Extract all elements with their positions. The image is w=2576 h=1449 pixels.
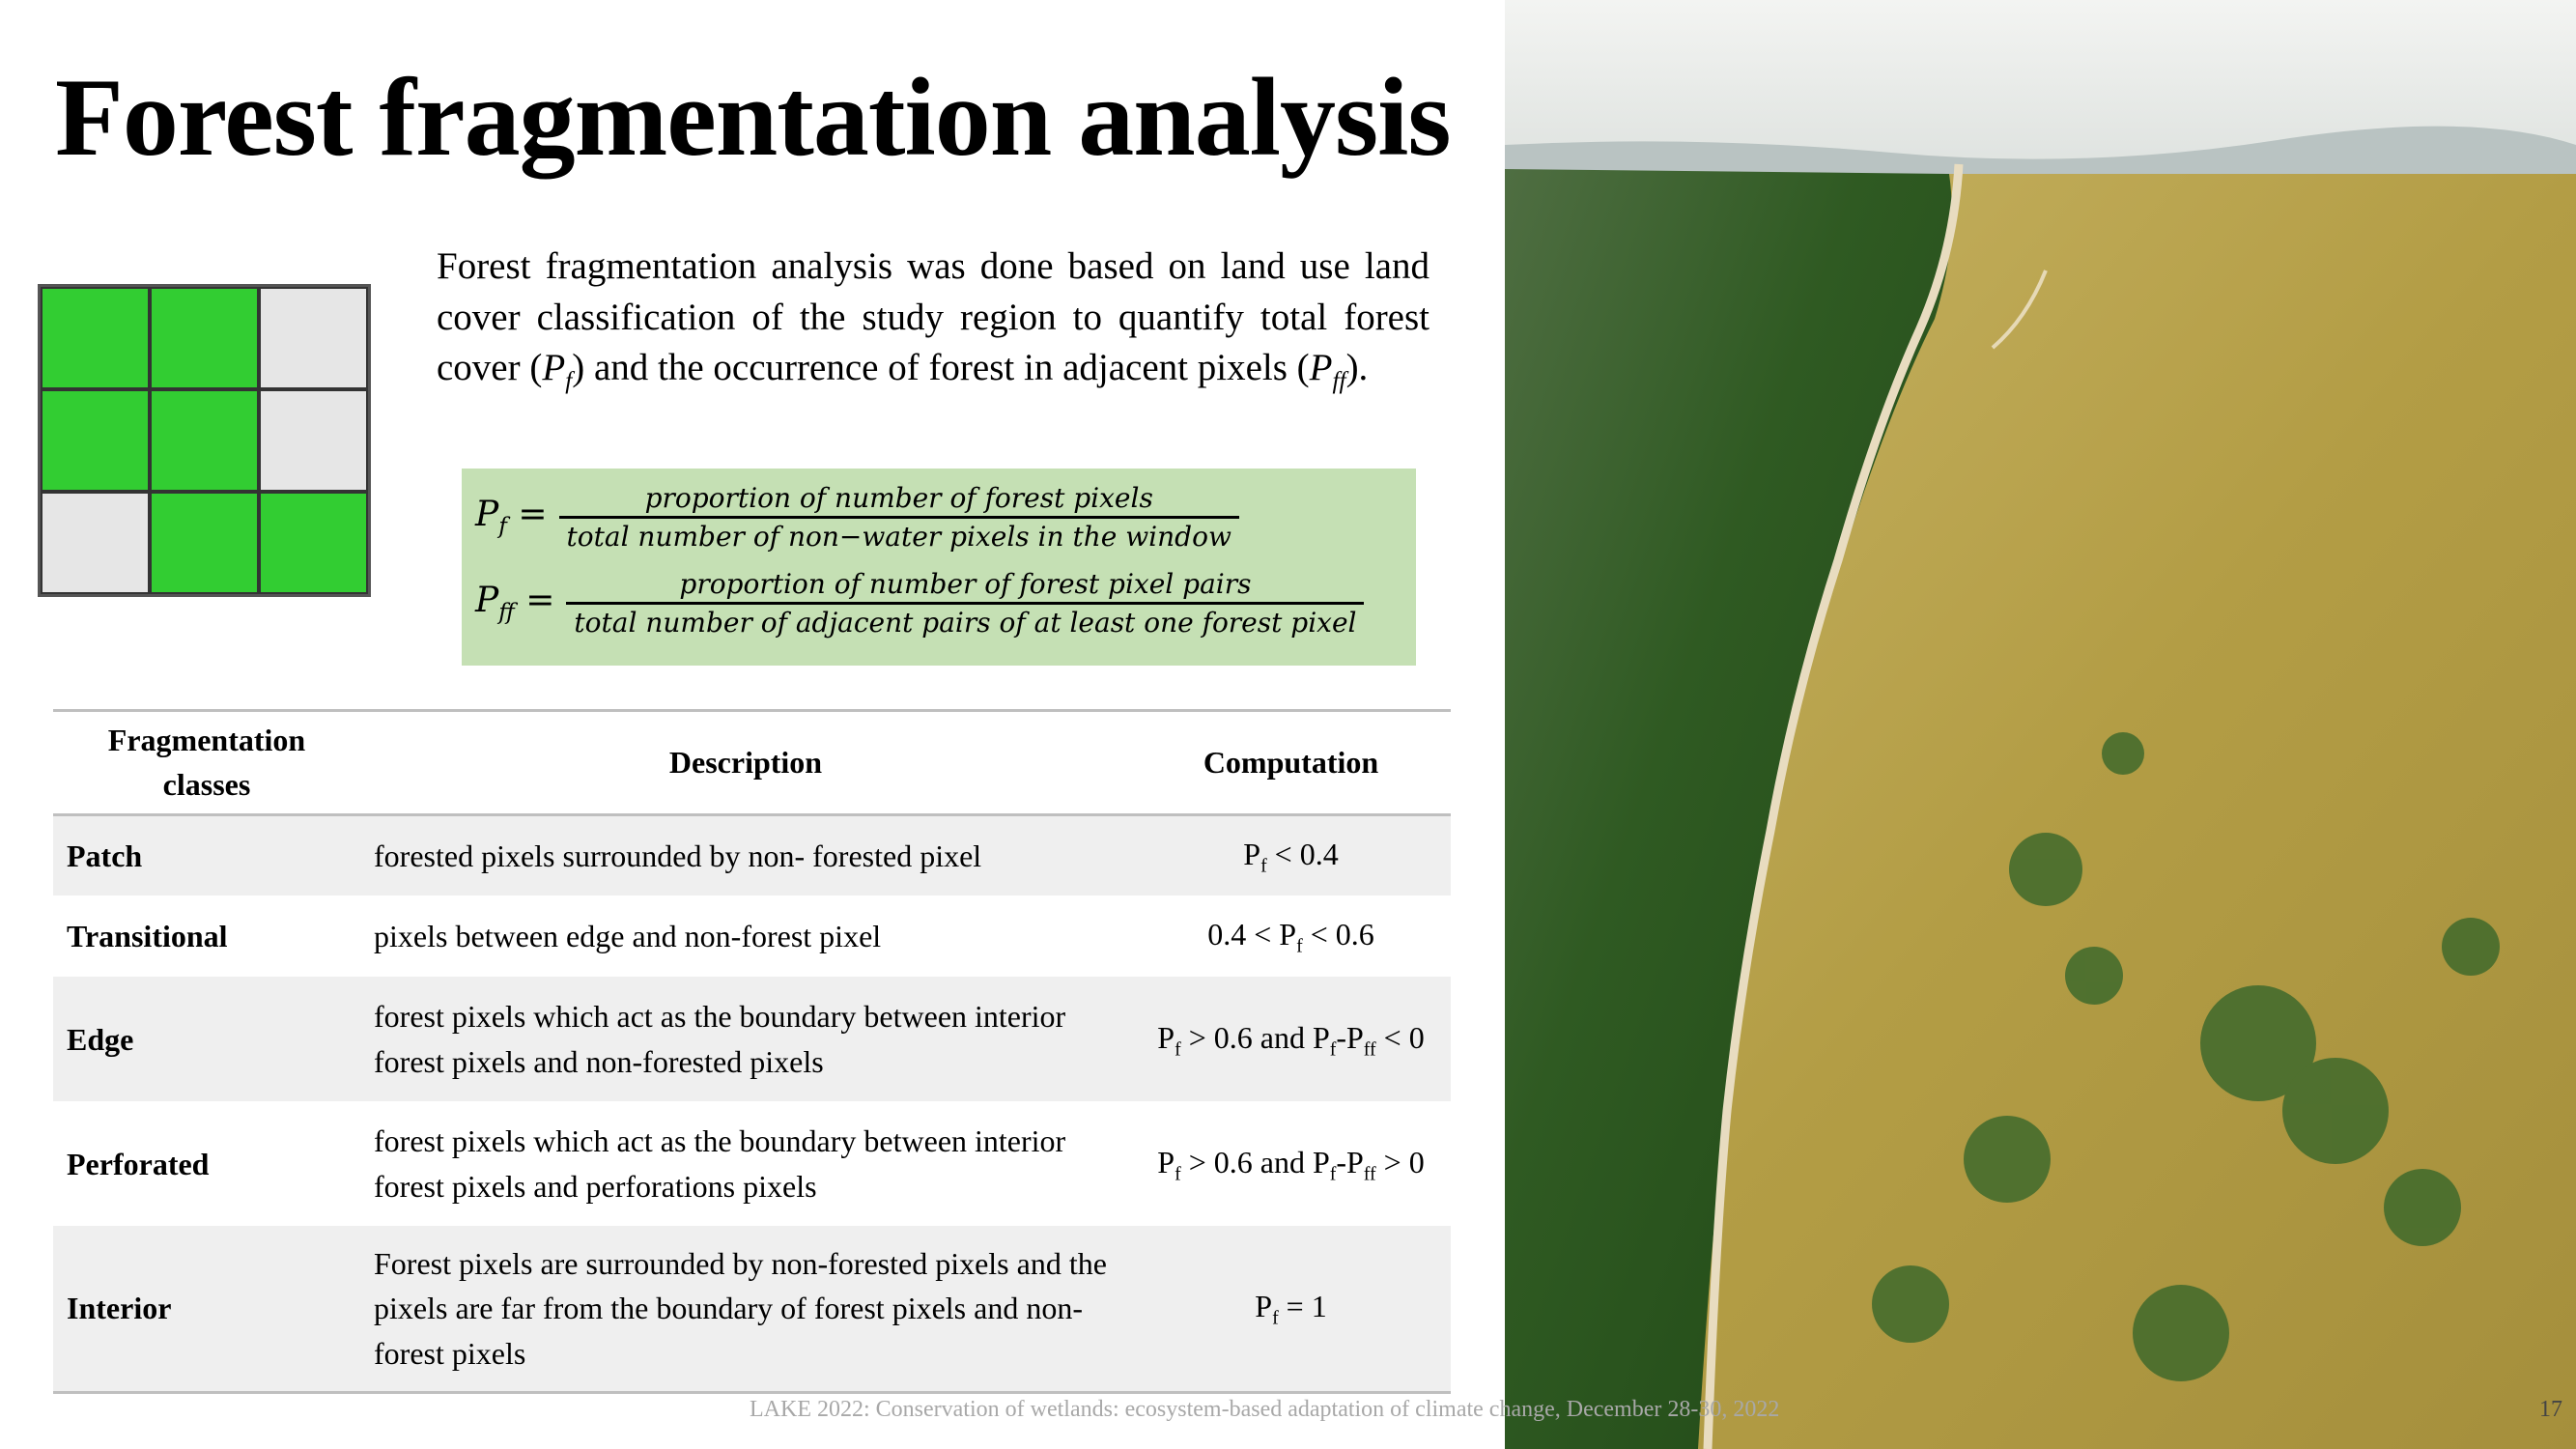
grid-cell xyxy=(259,389,368,492)
intro-paragraph: Forest fragmentation analysis was done based on land use land cover classification of the study region to quantify total forest cover $(P_f)$ and the occurrence of forest in adjacent pixels $(P_{ff})$. xyxy=(437,245,1430,395)
pf-symbol: $P_f$ xyxy=(542,347,573,395)
table-row: Interior Forest pixels are surrounded by non-forested pixels and the pixels are far from the boundary of forest pixels and non-forest pixels $P_f = 1$ xyxy=(53,1226,1451,1392)
pf-denominator: total number of non−water pixels in the window xyxy=(559,516,1239,553)
grid-cell xyxy=(41,492,150,594)
grid-cell xyxy=(41,389,150,492)
page-number: 17 xyxy=(2539,1397,2562,1422)
formula-box xyxy=(462,469,1416,666)
footer-text: LAKE 2022: Conservation of wetlands: ecosystem-based adaptation of climate change, December 28-30, 2022 xyxy=(750,1397,1780,1422)
pff-denominator: total number of adjacent pairs of at least one forest pixel xyxy=(566,602,1364,639)
fragmentation-table xyxy=(53,709,1451,1394)
pff-symbol: $P_{ff}$ xyxy=(1309,347,1346,395)
table-row: Transitional pixels between edge and non-forest pixel $0.4 < P_f < 0.6$ xyxy=(67,917,1374,957)
grid-cell xyxy=(150,389,259,492)
table-row: Perforated forest pixels which act as the boundary between interior forest pixels and perforations pixels $P_f > 0.6$ and $P_f-P_{ff} > 0$ xyxy=(67,1123,1425,1204)
pf-formula: $P_f$ = $\frac{\text{proportion of number of forest pixels}}{\text{total number of non−water pixels in the window}}$ xyxy=(475,482,1239,553)
pff-formula: $P_{ff}$ = $\frac{\text{proportion of number of forest pixel pairs}}{\text{total number of adjacent pairs of at least one forest pixel}}$ xyxy=(475,568,1364,639)
grid-cell xyxy=(41,287,150,389)
slide-title: Forest fragmentation analysis xyxy=(55,56,1451,180)
pixel-grid-diagram xyxy=(38,284,371,597)
pf-numerator: proportion of number of forest pixels xyxy=(644,482,1153,514)
table-row: Edge forest pixels which act as the boundary between interior forest pixels and non-forested pixels $P_f > 0.6$ and $P_f-P_{ff} < 0$ xyxy=(53,977,1451,1101)
pff-numerator: proportion of number of forest pixel pairs xyxy=(679,568,1252,600)
header-description: Description xyxy=(360,711,1131,815)
table-row: Patch forested pixels surrounded by non- forested pixel $P_f < 0.4$ xyxy=(53,814,1451,895)
grid-cell xyxy=(150,287,259,389)
header-computation: Computation xyxy=(1131,711,1451,815)
header-classes: Fragmentation classes xyxy=(53,711,360,815)
deforestation-aerial-photo xyxy=(1505,0,2576,1449)
grid-cell xyxy=(259,287,368,389)
grid-cell xyxy=(150,492,259,594)
grid-cell xyxy=(259,492,368,594)
